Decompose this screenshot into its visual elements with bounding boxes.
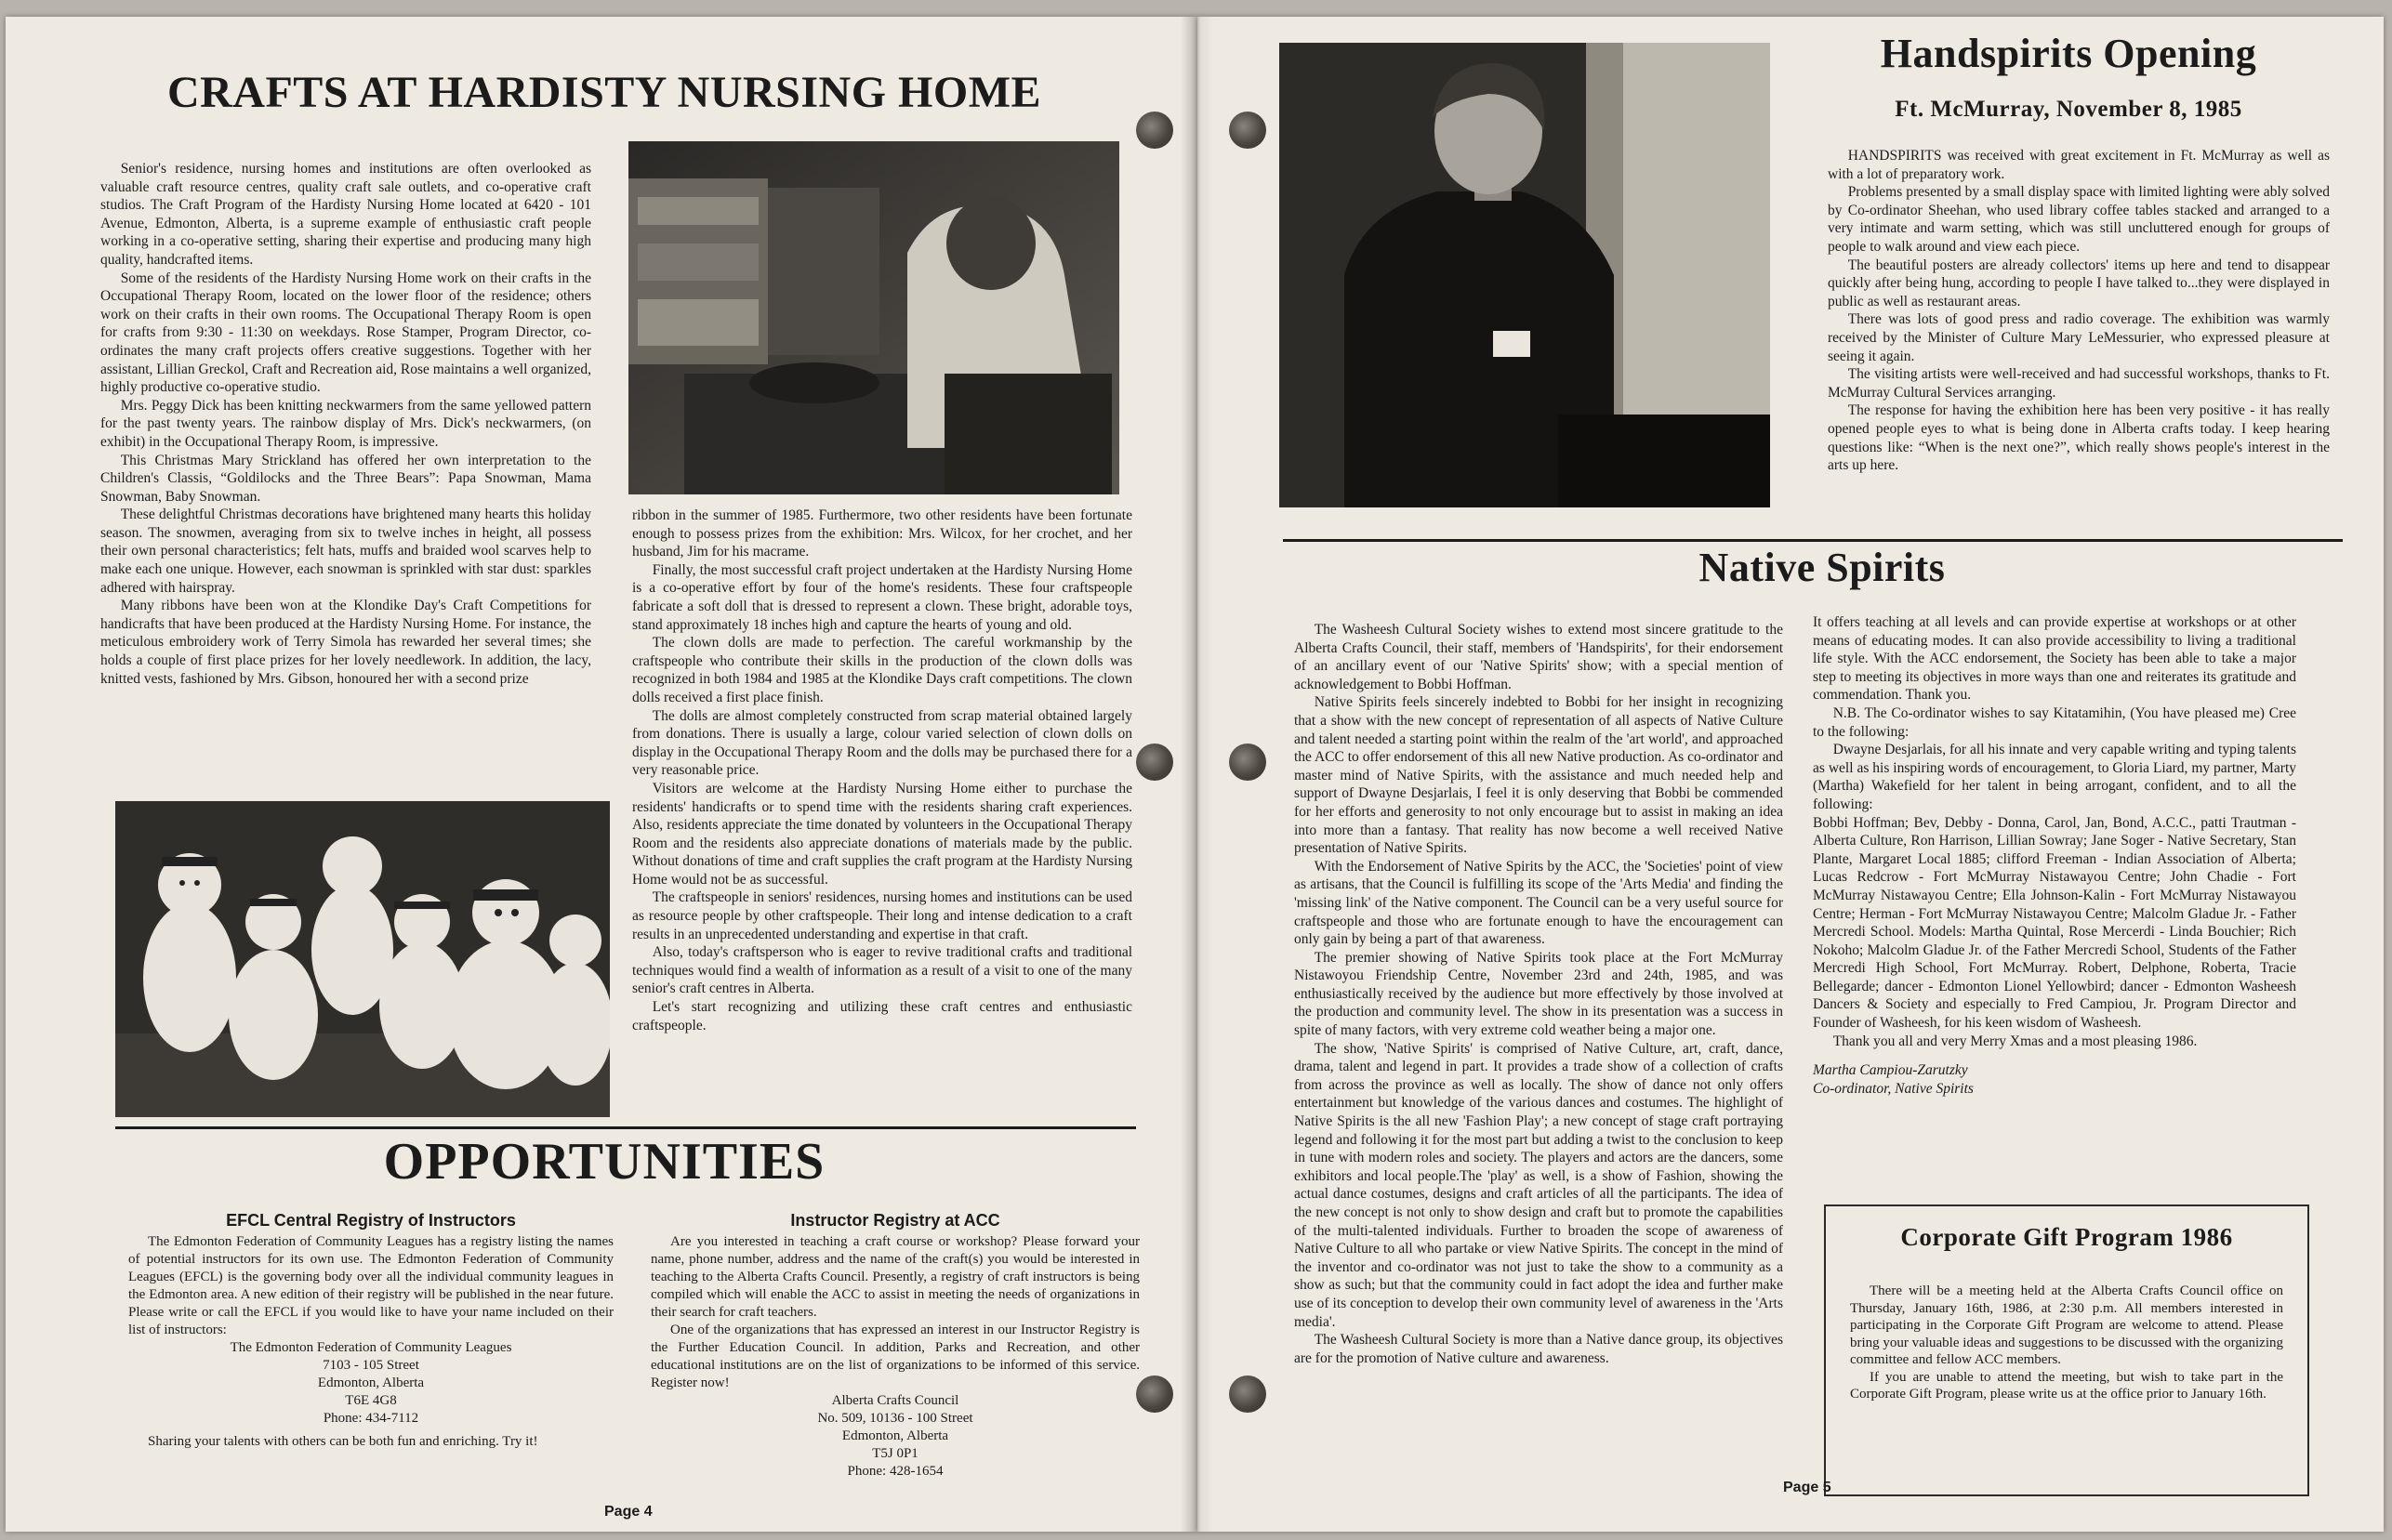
paragraph: There was lots of good press and radio coverage. The exhibition was warmly received by the Minister of Culture Mary LeMessurier, who expressed pleasure at seeing it again. [1828, 311, 2330, 364]
punch-hole [1136, 744, 1173, 781]
punch-hole [1229, 112, 1266, 149]
address-line: 7103 - 105 Street [323, 1358, 419, 1373]
address-line: Edmonton, Alberta [841, 1428, 949, 1443]
paragraph: The visiting artists were well-received and had successful workshops, thanks to Ft. McMurray Cultural Services arranging. [1828, 366, 2330, 401]
punch-hole [1229, 1375, 1266, 1413]
opportunities-rule [115, 1126, 1136, 1129]
paragraph: Thank you all and very Merry Xmas and a most pleasing 1986. [1832, 1033, 2198, 1049]
punch-hole [1136, 1375, 1173, 1413]
efcl-section [128, 1212, 614, 1451]
paragraph: The response for having the exhibition here has been very positive - it has really opened people eyes to what is being done in Alberta crafts today. I keep hearing questions like: “When is the next one?”, which really shows people's interest in the arts up here. [1828, 402, 2330, 474]
crafts-headline: CRAFTS AT HARDISTY NURSING HOME [166, 68, 1042, 117]
paragraph: Let's start recognizing and utilizing these craft centres and enthusiastic craftspeople. [632, 999, 1132, 1033]
acc-address [651, 1392, 1140, 1481]
address-line: Alberta Crafts Council [831, 1393, 959, 1408]
paragraph: Native Spirits feels sincerely indebted to Bobbi for her insight in recognizing that a show with the new concept of representation of all aspects of Native Culture and talent needed a starting point within the realm of the 'art world', and approached the ACC to offer endorsement of this all new Native production. As co-ordinator and master mind of Native Spirits, with the assistance and much needed help and support of Dwayne Desjarlais, I feel it is only deserving that Bobbi be commended for her efforts and generosity to not only encourage but to assist in making an idea into more than a fantasy. That reality has now become a well received Native presentation of Native Spirits. [1294, 694, 1783, 857]
paragraph: Problems presented by a small display space with limited lighting were ably solved by Co-ordinator Sheehan, who used library coffee tables stacked and arranged to a very intimate and warm setting, which was still uncluttered enough for groups of people to walk around and view each piece. [1828, 184, 2330, 255]
native-spirits-column-2 [1813, 613, 2296, 1098]
signature-title: Co-ordinator, Native Spirits [1813, 1080, 1974, 1097]
acc-registry-heading: Instructor Registry at ACC [790, 1211, 1000, 1230]
paragraph: Visitors are welcome at the Hardisty Nursing Home either to purchase the residents' handicrafts or to spend time with the residents sharing craft experiences. Also, residents appreciate the time donated by volunteers in the Occupational Therapy Room and the residents also appreciate donations of materials made by the public. Without donations of time and craft supplies the craft program at the Hardisty Nursing Home would not be as successful. [632, 780, 1132, 888]
paragraph: Many ribbons have been won at the Klondike Day's Craft Competitions for handicrafts that have been produced at the Hardisty Nursing Home. For instance, the meticulous embroidery work of Terry Simola has rewarded her several times; she holds a couple of first place prizes for her lovely needlework. In addition, the lacy, knitted vests, fashioned by Mrs. Gibson, honoured her with a second prize [100, 598, 591, 687]
page-number-left: Page 4 [604, 1504, 653, 1520]
address-line: T5J 0P1 [872, 1446, 918, 1461]
paragraph: If you are unable to attend the meeting, but wish to take part in the Corporate Gift Program, please write us at the office prior to January 16th. [1850, 1369, 2283, 1402]
paragraph: Finally, the most successful craft project undertaken at the Hardisty Nursing Home is a co-operative effort by four of the home's residents. These four craftspeople fabricate a soft doll that is dressed to represent a clown. These bright, adorable toys, stand approximately 18 inches high and capture the hearts of young and old. [632, 561, 1132, 633]
paragraph: The clown dolls are made to perfection. The careful workmanship by the craftspeople who contribute their skills in the production of the clown dolls was recognized in both 1984 and 1985 at the Klondike Days craft competitions. The clown dolls received a first place finish. [632, 635, 1132, 705]
paragraph: The dolls are almost completely constructed from scrap material obtained largely from donations. There is usually a large, colour varied selection of clown dolls on display in the Occupational Therapy Room and the dolls may be purchased there for a very reasonable price. [632, 707, 1132, 779]
signature-block [1813, 1061, 2296, 1098]
paragraph: ribbon in the summer of 1985. Furthermore, two other residents have been fortunate enough to possess prizes from the exhibition: Mrs. Wilcox, for her crochet, and her husband, Jim for his macrame. [632, 507, 1132, 560]
crafts-column-2 [632, 507, 1132, 1034]
paragraph: The show, 'Native Spirits' is comprised of Native Culture, art, craft, dance, drama, talent and legend in part. It provides a trade show of a collection of crafts from across the province as well as locally. The show of dance not only offers entertainment but knowledge of the various dances and costumes. The highlight of Native Spirits is the all new 'Fashion Play'; a new concept of stage craft portraying legend and following it for the most part but adding a twist to the conclusion to keep in tune with modern roles and society. The players and actors are the dancers, some exhibitors and local people.The 'play' as well, is a show of Fashion, showing the actual dance costumes, designs and craft articles of all the participants. The idea of the new concept is not only to show design and craft but to promote the capabilities of the multi-talented individuals. Further to broaden the scope of awareness of Native Culture to all who partake or view Native Spirits. The concept in the mind of the inventor and co-ordinator was not just to take the show to a community as a show as such; but that the community could in fact adopt the idea and further make use of its conception to develop their own community level of awareness in the 'Arts media'. [1294, 1040, 1783, 1330]
paragraph: The beautiful posters are already collectors' items up here and tend to disappear quickly after being hung, according to people I have talked to...they were displayed in public as well as restaurant areas. [1828, 257, 2330, 309]
paragraph: Mrs. Peggy Dick has been knitting neckwarmers from the same yellowed pattern for the past twenty years. The rainbow display of Mrs. Dick's neckwarmers, (on exhibit) in the Occupational Therapy Room, is impressive. [100, 397, 591, 450]
acc-text-2: One of the organizations that has expressed an interest in our Instructor Registry is the Further Education Council. In addition, Parks and Recreation, and other educational institutions are on the list of organizations to be informed of this service. Register now! [651, 1323, 1140, 1390]
paragraph: The Washeesh Cultural Society wishes to extend most sincere gratitude to the Alberta Crafts Council, their staff, members of 'Handspirits', for their endorsement of an ancillary event of our 'Native Spirits' show; with a special mention of acknowledgement to Bobbi Hoffman. [1294, 622, 1783, 692]
paragraph: It offers teaching at all levels and can provide expertise at workshops or at other means of educating modes. It can also provide accessibility to living a traditional life style. With the ACC endorsement, the Society has been able to take a major step to meeting its objectives in more ways than one and reiterates its gratitude and commendation. Thank you. [1813, 614, 2296, 704]
opportunities-headline: OPPORTUNITIES [383, 1133, 826, 1191]
paragraph: Dwayne Desjarlais, for all his innate and very capable writing and typing talents as well as his inspiring words of encouragement, to Gloria Liard, my partner, Marty (Martha) Wakefield for her talent in being arrogant, confident, and to all the following: [1813, 742, 2296, 812]
paragraph: Senior's residence, nursing homes and institutions are often overlooked as valuable craft resource centres, quality craft sale outlets, and co-operative craft studios. The Craft Program of the Hardisty Nursing Home located at 6420 - 101 Avenue, Edmonton, Alberta, is a supreme example of enthusiastic craft people working in a co-operative setting, sharing their expertise and producing many high quality, handcrafted items. [100, 161, 591, 268]
photo-craft-worker-image [628, 141, 1119, 494]
native-spirits-column-1 [1294, 621, 1783, 1367]
address-line: No. 509, 10136 - 100 Street [817, 1411, 973, 1426]
acc-text-1: Are you interested in teaching a craft course or workshop? Please forward your name, phone number, address and the name of the craft(s) you would be interested in teaching to the Alberta Crafts Council. Presently, a registry of craft instructors is being compiled which will enable the ACC to assist in meeting the needs of organizations in their search for craft teachers. [651, 1234, 1140, 1320]
paragraph: Bobbi Hoffman; Bev, Debby - Donna, Carol, Jan, Bond, A.C.C., patti Trautman - Alberta Culture, Ron Harrison, Lillian Sowray; Jane Soger - Native Secretary, Stan Plante, Margaret Local 1885; clifford Freeman - Indian Association of Alberta; Lucas Redcrow - Fort McMurray Nistawayou Centre; John Chadie - Fort McMurray Nistawayou Centre; Ella Johnson-Kalin - Fort McMurray Nistawayou Centre; Herman - Fort McMurray Nistawayou Centre; Malcolm Gladue Jr. - Father Mercredi School. Models: Martha Quintal, Rose Mercerdi - Linda Bouchier; Rich Nokoho; Malcolm Gladue Jr. of the Father Mercredi School, Students of the Father Mercredi High School, Fort McMurray. Robert, Delphone, Roberta, Tracie Bellegarde; dancer - Edmonton Lionel Yellowbird; dancer - Edmonton Washeesh Dancers & Society and especially to Fred Campiou, Jr. Program Director and Founder of Washeesh, for his keen wisdom of Washeesh. [1813, 814, 2296, 1032]
efcl-text: The Edmonton Federation of Community Leagues has a registry listing the names of potential instructors for its own use. The Edmonton Federation of Community Leagues (EFCL) is the governing body over all the individual community leagues in the Edmonton area. A new edition of their registry will be published in the near future. Please write or call the EFCL if you would like to have your name included on their list of instructors: [128, 1234, 614, 1337]
native-spirits-rule [1283, 539, 2343, 542]
punch-hole [1229, 744, 1266, 781]
paragraph: With the Endorsement of Native Spirits by the ACC, the 'Societies' point of view as artisans, that the Council is fulfilling its scope of the 'Arts Media' and finding the 'missing link' of the Native component. The Council can be a very useful source for craftspeople and those who are fortunate enough to have the encouragement can only gain by being a part of that awareness. [1294, 858, 1783, 948]
photo-snowmen-image [115, 801, 610, 1117]
paragraph: The premier showing of Native Spirits took place at the Fort McMurray Nistawoyou Friendship Centre, November 23rd and 24th, 1985, and was enthusiastically received by the audience but more effectively by those involved at the production and community level. The show in its presentation was a success in spite of many factors, with very extreme cold weather being a major one. [1294, 949, 1783, 1039]
address-line: T6E 4G8 [345, 1393, 397, 1408]
binding-gutter [1181, 17, 1214, 1532]
efcl-address [128, 1339, 614, 1428]
photo-snowmen [115, 801, 610, 1117]
address-line: The Edmonton Federation of Community Leagues [230, 1340, 512, 1355]
handspirits-article [1828, 147, 2330, 475]
corporate-gift-box [1824, 1204, 2309, 1496]
corporate-gift-text [1850, 1283, 2283, 1403]
photo-speaker-image [1279, 43, 1770, 507]
photo-speaker [1279, 43, 1770, 507]
page-number-right: Page 5 [1783, 1480, 1831, 1495]
acc-registry-section [651, 1212, 1140, 1481]
paragraph: This Christmas Mary Strickland has offered her own interpretation to the Children's Classis, “Goldilocks and the Three Bears”: Papa Snowman, Mama Snowman, Baby Snowman. [100, 452, 591, 505]
efcl-closing: Sharing your talents with others can be both fun and enriching. Try it! [148, 1434, 538, 1449]
address-line: Phone: 434-7112 [323, 1411, 419, 1426]
efcl-heading: EFCL Central Registry of Instructors [226, 1211, 516, 1230]
address-line: Edmonton, Alberta [317, 1375, 425, 1390]
photo-craft-worker [628, 141, 1119, 494]
paragraph: N.B. The Co-ordinator wishes to say Kitatamihin, (You have pleased me) Cree to the following: [1813, 704, 2296, 740]
paragraph: There will be a meeting held at the Alberta Crafts Council office on Thursday, January 16th, 1986, at 2:30 p.m. All members interested in participating in the Corporate Gift Program are welcome to attend. Please bring your valuable ideas and suggestions to be discussed with the organizing committee and fellow ACC members. [1850, 1283, 2283, 1367]
signature-name: Martha Campiou-Zarutzky [1813, 1062, 1968, 1079]
native-spirits-headline: Native Spirits [1698, 545, 1946, 590]
crafts-column-1 [100, 160, 591, 688]
handspirits-headline: Handspirits Opening [1880, 31, 2257, 76]
paragraph: These delightful Christmas decorations have brightened many hearts this holiday season. The snowmen, averaging from six to twelve inches in height, all possess their own personal characteristics; felt hats, muffs and braided wool scarves help to make each one unique. However, each snowman is sprinkled with star dust: sparkles adhered with hairspray. [100, 507, 591, 596]
address-line: Phone: 428-1654 [847, 1464, 944, 1479]
handspirits-subtitle: Ft. McMurray, November 8, 1985 [1895, 97, 2242, 122]
corporate-gift-headline: Corporate Gift Program 1986 [1900, 1223, 2233, 1251]
punch-hole [1136, 112, 1173, 149]
paragraph: HANDSPIRITS was received with great excitement in Ft. McMurray as well as with a lot of preparatory work. [1828, 148, 2330, 182]
paragraph: Also, today's craftsperson who is eager to revive traditional crafts and traditional techniques would find a wealth of information as a result of a visit to one of the many senior's craft centres in Alberta. [632, 944, 1132, 997]
paragraph: Some of the residents of the Hardisty Nursing Home work on their crafts in the Occupational Therapy Room, located on the lower floor of the residence; others work on their crafts in their own rooms. The Occupational Therapy Room is open for crafts from 9:30 - 11:30 on weekdays. Rose Stamper, Program Director, co-ordinates the many craft projects offers creative suggestions. Together with her assistant, Lillian Greckol, Craft and Recreation aid, Rose maintains a well organized, highly productive co-operative studio. [100, 270, 591, 396]
paragraph: The Washeesh Cultural Society is more than a Native dance group, its objectives are for the promotion of Native culture and awareness. [1294, 1332, 1783, 1366]
paragraph: The craftspeople in seniors' residences, nursing homes and institutions can be used as resource people by other craftspeople. Their long and intense dedication to a craft results in an unprecedented understanding and expertise in that craft. [632, 889, 1132, 942]
